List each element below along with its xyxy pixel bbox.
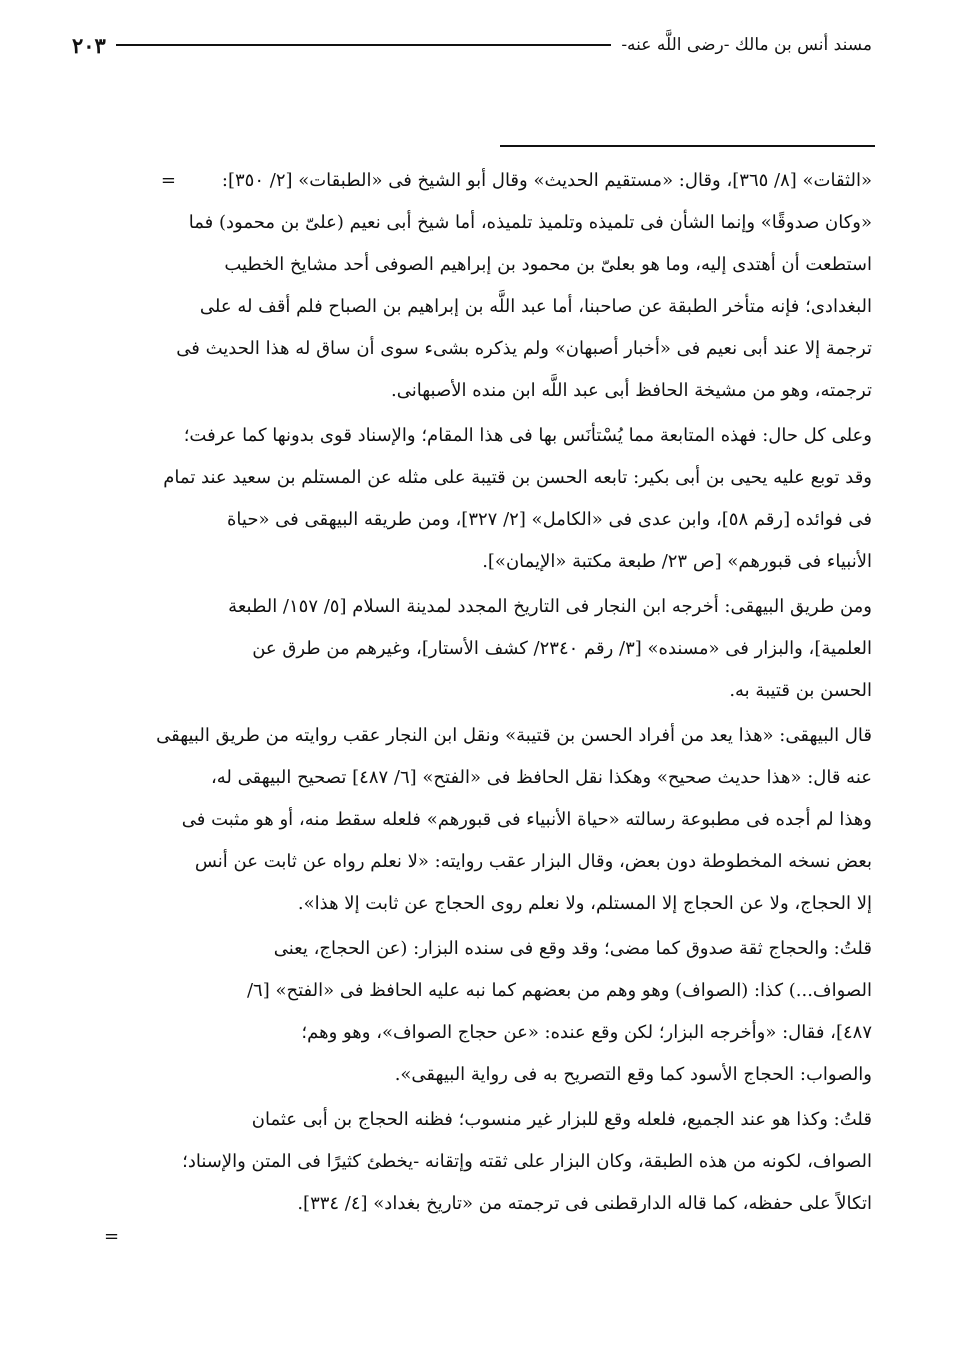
continuation-marker-bottom: = — [104, 1226, 120, 1247]
header-rule — [116, 44, 611, 46]
text-line: «وكان صدوقًا» وإنما الشأن فى تلميذه وتلميذ تلميذه، أما شيخ أبى نعيم (علىّ بن محمود) فما — [188, 212, 872, 233]
text-line: ترجمته، وهو من مشيخة الحافظ أبى عبد اللَّه ابن منده الأصبهانى. — [391, 380, 872, 401]
text-line: الأنبياء فى قبورهم» [ص ٢٣/ طبعة مكتبة «الإيمان»]. — [482, 551, 872, 572]
text-line: الصواف، لكونه من هذه الطبقة، وكان البزار على ثقته وإتقانه -يخطئ كثيرًا فى المتن والإسناد؛ — [182, 1151, 872, 1172]
text-line: قلتُ: والحجاج ثقة صدوق كما مضى؛ وقد وقع فى سنده البزار: (عن الحجاج، يعنى — [273, 938, 872, 959]
page-number: ٢٠٣ — [72, 32, 106, 58]
text-line: الصواف...) كذا: (الصواف) وهو وهم من بعضهم كما نبه عليه الحافظ فى «الفتح» [٦/ — [246, 980, 872, 1001]
text-line: اتكالاً على حفظه، كما قاله الدارقطنى فى ترجمته من «تاريخ بغداد» [٤/ ٣٣٤]. — [297, 1193, 872, 1214]
text-line: البغدادى؛ فإنه متأخر الطبقة عن صاحبنا، أما عبد اللَّه بن إبراهيم بن الصباح فلم أقف له على — [199, 296, 872, 317]
text-line: بعض نسخه المخطوطة دون بعض، وقال البزار عقب روايته: «لا نعلم رواه عن ثابت عن أنس — [194, 851, 872, 872]
continuation-marker-top: = — [160, 170, 176, 191]
text-line: العلمية]، والبزار فى «مسنده» [٣/ رقم ٢٣٤٠/ كشف الأستار]، وغيرهم من طرق عن — [252, 638, 872, 659]
text-line: عنه قال: «هذا حديث صحيح» وهكذا نقل الحافظ فى «الفتح» [٦/ ٤٨٧] تصحيح البيهقى له، — [210, 767, 872, 788]
footnote-separator — [500, 145, 875, 147]
text-line: والصواب: الحجاج الأسود كما وقع التصريح به فى رواية البيهقى». — [394, 1064, 872, 1085]
running-title: مسند أنس بن مالك -رضى اللَّه عنه- — [621, 35, 872, 55]
text-line: ترجمة إلا عند أبى نعيم فى «أخبار أصبهان» ولم يذكره بشىء سوى أن ساق له هذا الحديث فى — [176, 338, 872, 359]
text-line: إلا الحجاج، ولا عن الحجاج إلا المستلم، ولا نعلم روى الحجاج عن ثابت إلا هذا». — [297, 893, 872, 914]
text-line: وهذا لم أجده فى مطبوعة رسالته «حياة الأنبياء فى قبورهم» فلعله سقط منه، أو هو مثبت فى — [181, 809, 872, 830]
text-line: الحسن بن قتيبة به. — [729, 680, 872, 701]
running-header — [72, 30, 872, 60]
text-line: ٤٨٧]، فقال: «وأخرجه البزار؛ لكن وقع عنده: «عن حجاج الصواف»، وهو وهم؛ — [301, 1022, 872, 1043]
text-line: قلتُ: وكذا هو عند الجميع، فلعله وقع للبزار غير منسوب؛ فظنه الحجاج بن أبى عثمان — [251, 1109, 872, 1130]
text-line: استطعت أن أهتدى إليه، وما هو بعلىّ بن محمود بن إبراهيم الصوفى أحد مشايخ الخطيب — [224, 254, 872, 275]
footnote-body — [78, 160, 872, 1225]
text-line: وعلى كل حال: فهذه المتابعة مما يُسْتأنَس بها فى هذا المقام؛ والإسناد قوى بدونها كما عرفت؛ — [183, 425, 872, 446]
text-line: وقد توبع عليه يحيى بن أبى بكير: تابعه الحسن بن قتيبة على مثله عن المستلم بن سعيد عند تمام — [163, 467, 872, 488]
text-line: قال البيهقى: «هذا يعد من أفراد الحسن بن قتيبة» ونقل ابن النجار عقب روايته من طريق البيهقى — [156, 725, 872, 746]
text-line: ومن طريق البيهقى: أخرجه ابن النجار فى التاريخ المجدد لمدينة السلام [٥/ ١٥٧/ الطبعة — [228, 596, 872, 617]
text-line: «الثقات» [٨/ ٣٦٥]، وقال: «مستقيم الحديث» وقال أبو الشيخ فى «الطبقات» [٢/ ٣٥٠]: — [221, 170, 872, 191]
text-line: فى فوائده [رقم ٥٨]، وابن عدى فى «الكامل» [٢/ ٣٢٧]، ومن طريقه البيهقى فى «حياة — [226, 509, 872, 530]
